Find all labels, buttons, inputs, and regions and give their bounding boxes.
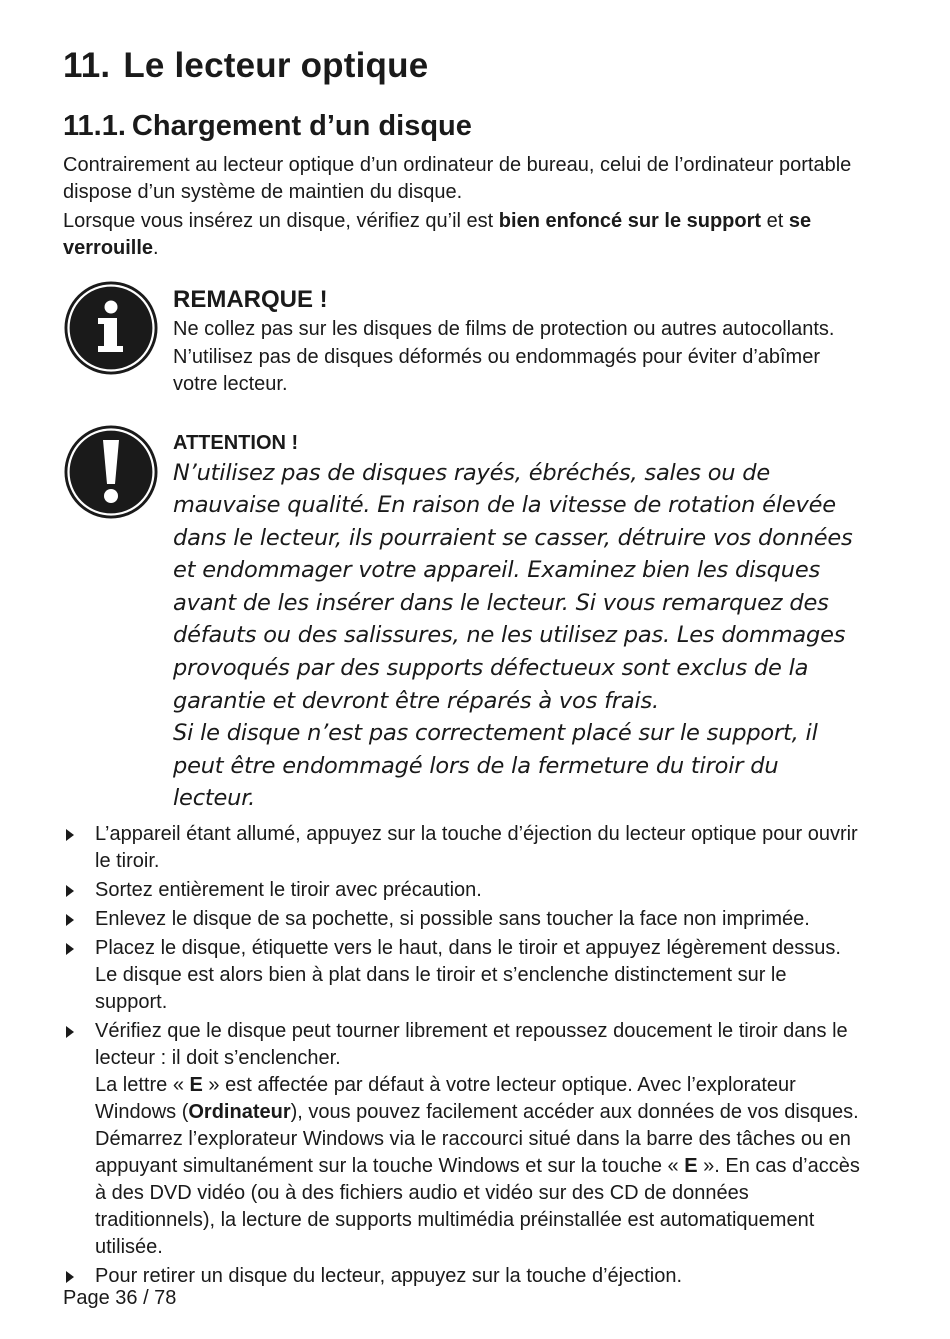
attention-notice: [63, 429, 863, 816]
list-item-text: Vérifiez que le disque peut tourner librement et repoussez doucement le tiroir dans le lecteur : il doit s’enclencher.: [95, 1020, 848, 1070]
intro-text: .: [153, 237, 159, 259]
remark-notice: [63, 284, 863, 399]
chapter-number: 11.: [63, 46, 111, 85]
note-text: » est affectée par défaut à votre lecteur optique. Avec l’explorateur Windows (: [95, 1074, 796, 1124]
intro-bold-text: se verrouille: [63, 210, 812, 259]
list-item: [63, 1018, 863, 1261]
list-item-text: Pour retirer un disque du lecteur, appuyez sur la touche d’éjection.: [95, 1265, 683, 1288]
section-number: 11.1.: [63, 110, 126, 142]
attention-text-1: N’utilisez pas de disques rayés, ébréchés, sales ou de mauvaise qualité. En raison de la vitesse de rotation élevée dans le lecteur, ils pourraient se casser, détruire vos données et endommager votre appareil. Examinez bien les disques avant de les insérer dans le lecteur. Si vous remarquez des défauts ou des salissures, ne les utilisez pas. Les dommages provoqués par des supports défectueux sont exclus de la garantie et devront être réparés à vos frais.: [173, 459, 853, 714]
intro-paragraph-1: Contrairement au lecteur optique d’un ordinateur de bureau, celui de l’ordinateur portable dispose d’un système de maintien du disque.: [63, 154, 852, 203]
list-item: [63, 906, 863, 933]
drive-letter-note: [95, 1074, 860, 1258]
exclamation-icon: [63, 424, 159, 520]
note-text: ), vous pouvez facilement accéder aux données de vos disques. Démarrez l’explorateur Windows via le raccourci situé dans la barre des tâches ou en appuyant simultanément sur la touche Windows et sur la touche «: [95, 1101, 859, 1178]
attention-title: ATTENTION !: [173, 431, 299, 454]
intro-text: Lorsque vous insérez un disque, vérifiez qu’il est: [63, 210, 499, 232]
list-item: [63, 1263, 863, 1290]
remark-text: Ne collez pas sur les disques de films de protection ou autres autocollants. N’utilisez pas de disques déformés ou endommagés pour éviter d’abîmer votre lecteur.: [173, 318, 835, 395]
triangle-bullet-icon: [66, 1026, 74, 1038]
intro-paragraph-2: [63, 208, 863, 262]
note-bold-text: E: [189, 1074, 203, 1097]
section-title: Chargement d’un disque: [131, 110, 472, 142]
note-text: ». En cas d’accès à des DVD vidéo (ou à des fichiers audio et vidéo sur des CD de données traditionnels), la lecture de supports multimédia préinstallée est automatiquement utilisée.: [95, 1155, 860, 1259]
triangle-bullet-icon: [66, 914, 74, 926]
remark-title: REMARQUE !: [173, 286, 328, 313]
list-item-text: Sortez entièrement le tiroir avec précaution.: [95, 879, 482, 902]
section-heading: [63, 104, 863, 148]
attention-text-2: Si le disque n’est pas correctement placé sur le support, il peut être endommagé lors de la fermeture du tiroir du lecteur.: [173, 720, 818, 812]
triangle-bullet-icon: [66, 1271, 74, 1283]
page-number: Page 36 / 78: [63, 1287, 177, 1309]
list-item-text: L’appareil étant allumé, appuyez sur la touche d’éjection du lecteur optique pour ouvrir le tiroir.: [95, 823, 858, 873]
intro-text: et: [761, 210, 789, 232]
instruction-list: [63, 821, 863, 1290]
page-content: [63, 40, 863, 1292]
info-icon: [63, 280, 159, 376]
triangle-bullet-icon: [66, 943, 74, 955]
note-bold-text: Ordinateur: [188, 1101, 291, 1124]
note-bold-text: E: [684, 1155, 698, 1178]
chapter-title: Le lecteur optique: [123, 46, 429, 85]
list-item: [63, 821, 863, 875]
list-item-text: Enlevez le disque de sa pochette, si possible sans toucher la face non imprimée.: [95, 908, 810, 931]
note-text: La lettre «: [95, 1074, 190, 1097]
triangle-bullet-icon: [66, 829, 74, 841]
triangle-bullet-icon: [66, 885, 74, 897]
list-item-text: Placez le disque, étiquette vers le haut, dans le tiroir et appuyez légèrement dessus. Le disque est alors bien à plat dans le tiroir et s’enclenche distinctement sur le support.: [95, 937, 841, 1014]
list-item: [63, 935, 863, 1016]
list-item: [63, 877, 863, 904]
chapter-heading: [63, 40, 863, 92]
intro-bold-text: bien enfoncé sur le support: [498, 210, 762, 232]
